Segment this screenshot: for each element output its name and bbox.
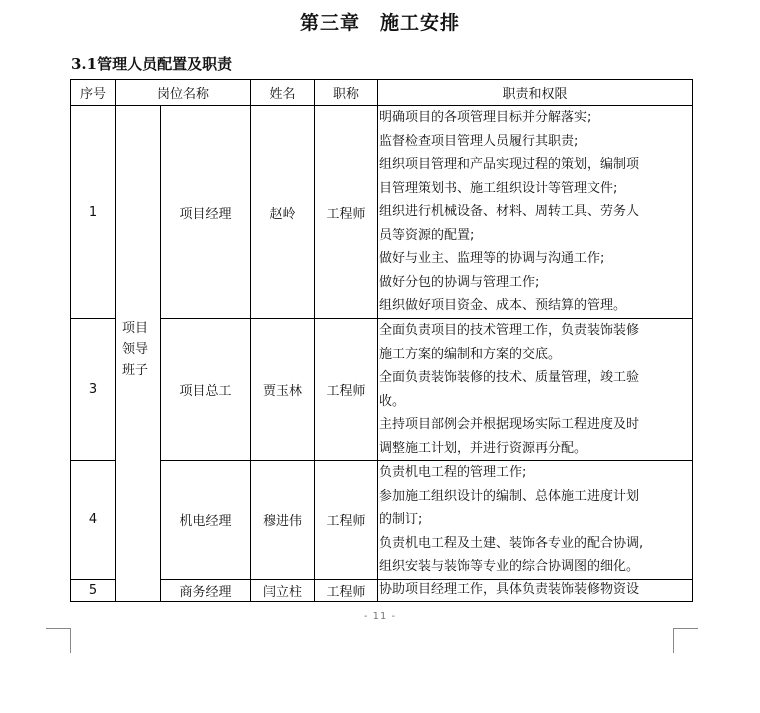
row-title: 工程师	[315, 319, 378, 461]
duty-line: 组织项目管理和产品实现过程的策划，编制项	[379, 157, 640, 173]
row-no: 5	[71, 579, 116, 601]
staff-duties-table	[70, 79, 693, 602]
header-name: 姓名	[251, 80, 315, 106]
duty-line: 全面负责装饰装修的技术、质量管理，竣工验	[379, 370, 640, 385]
duty-line: 调整施工计划，并进行资源再分配。	[379, 440, 588, 456]
row-duties	[378, 319, 693, 461]
duty-line: 全面负责项目的技术管理工作，负责装饰装修	[379, 323, 640, 338]
duty-line: 负责机电工程的管理工作;	[379, 465, 527, 480]
row-name: 闫立柱	[251, 579, 315, 601]
row-no: 3	[71, 319, 116, 461]
group-label	[116, 106, 161, 602]
row-title: 工程师	[315, 461, 378, 580]
row-title: 工程师	[315, 579, 378, 601]
table-row	[71, 579, 693, 601]
duty-line: 员等资源的配置;	[379, 227, 475, 243]
chapter-title: 第三章 施工安排	[299, 12, 460, 34]
row-position: 项目总工	[161, 319, 251, 461]
row-no: 1	[71, 106, 116, 319]
section-title: 3.1管理人员配置及职责	[71, 55, 233, 73]
group-label-line: 领导	[122, 342, 149, 357]
duty-line: 参加施工组织设计的编制、总体施工进度计划	[379, 488, 640, 504]
duty-line: 组织做好项目资金、成本、预结算的管理。	[379, 298, 627, 314]
duty-line: 协助项目经理工作，具体负责装饰装修物资设	[379, 582, 640, 597]
row-duties	[378, 461, 693, 580]
header-no: 序号	[71, 80, 116, 106]
duty-line: 做好与业主、监理等的协调与沟通工作;	[379, 251, 605, 267]
duty-line: 目管理策划书、施工组织设计等管理文件;	[379, 180, 618, 196]
duty-line: 的制订;	[379, 512, 423, 527]
crop-mark-left	[46, 628, 71, 653]
duty-line: 做好分包的协调与管理工作;	[379, 274, 540, 290]
header-duties: 职责和权限	[378, 80, 693, 106]
duty-line: 施工方案的编制和方案的交底。	[379, 346, 562, 362]
row-position: 商务经理	[161, 579, 251, 601]
row-duties	[378, 106, 693, 319]
table-row	[71, 461, 693, 580]
row-name: 穆进伟	[251, 461, 315, 580]
row-name: 贾玉林	[251, 319, 315, 461]
duty-line: 明确项目的各项管理目标并分解落实;	[379, 110, 592, 126]
duty-line: 主持项目部例会并根据现场实际工程进度及时	[379, 417, 640, 432]
header-position: 岗位名称	[116, 80, 251, 106]
page-number: - 11 -	[363, 611, 397, 622]
header-title: 职称	[315, 80, 378, 106]
crop-mark-right	[673, 628, 698, 653]
row-name: 赵岭	[251, 106, 315, 319]
duty-line: 组织安装与装饰等专业的综合协调图的细化。	[379, 559, 640, 574]
duty-line: 监督检查项目管理人员履行其职责;	[379, 133, 579, 149]
group-label-line: 班子	[122, 363, 149, 378]
row-no: 4	[71, 461, 116, 580]
duty-line: 组织进行机械设备、材料、周转工具、劳务人	[379, 204, 640, 220]
table-row	[71, 106, 693, 319]
table-header-row	[71, 80, 693, 106]
group-label-line: 项目	[122, 321, 149, 336]
row-position: 项目经理	[161, 106, 251, 319]
duty-line: 收。	[379, 393, 406, 409]
table-row	[71, 319, 693, 461]
row-title: 工程师	[315, 106, 378, 319]
row-position: 机电经理	[161, 461, 251, 580]
duty-line: 负责机电工程及土建、装饰各专业的配合协调,	[379, 535, 644, 551]
row-duties	[378, 579, 693, 601]
